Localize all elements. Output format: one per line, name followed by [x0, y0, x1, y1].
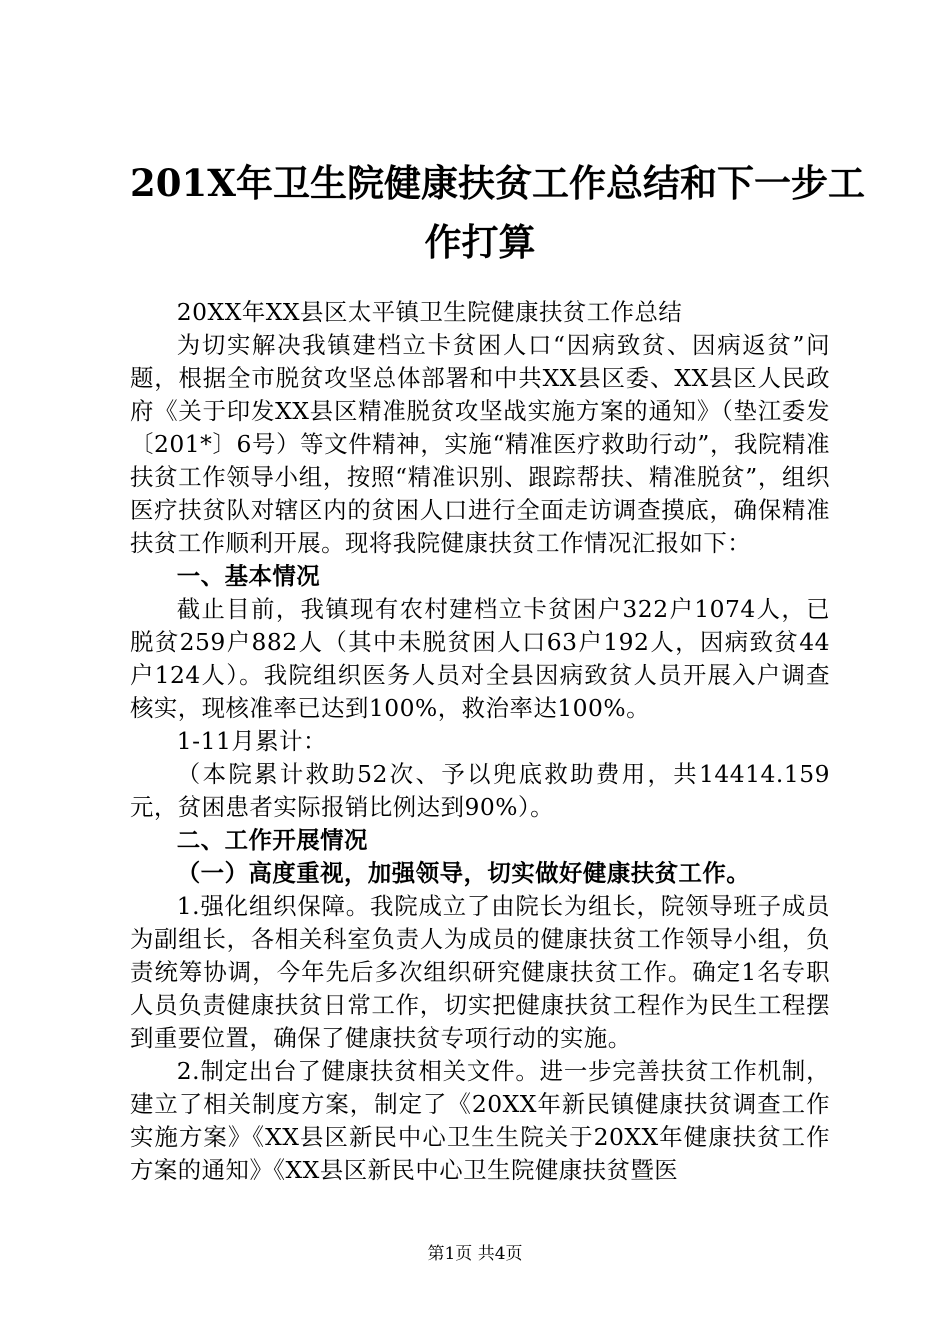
paragraph-assistance: （本院累计救助52次、予以兜底救助费用，共14414.159元，贫困患者实际报销比例达到90%）。 — [130, 760, 830, 821]
document-subtitle: 20XX年XX县区太平镇卫生院健康扶贫工作总结 — [176, 298, 683, 326]
paragraph-basic-situation: 截止目前，我镇现有农村建档立卡贫困户322户1074人，已脱贫259户882人（其中未脱贫困人口63户192人，因病致贫44户124人）。我院组织医务人员对全县因病致贫人员开展入户调查核实，现核准率已达到100%，救治率达100%。 — [130, 595, 830, 722]
section-heading-work: 二、工作开展情况 — [176, 826, 368, 854]
subsection-heading-1: （一）高度重视，加强领导，切实做好健康扶贫工作。 — [176, 859, 751, 887]
paragraph-cumulative: 1-11月累计： — [176, 727, 327, 755]
paragraph-intro: 为切实解决我镇建档立卡贫困人口“因病致贫、因病返贫”问题，根据全市脱贫攻坚总体部署和中共XX县区委、XX县区人民政府《关于印发XX县区精准脱贫攻坚战实施方案的通知》（垫江委发〔201*〕6号）等文件精神，实施“精准医疗救助行动”，我院精准扶贫工作领导小组，按照“精准识别、跟踪帮扶、精准脱贫”，组织医疗扶贫队对辖区内的贫困人口进行全面走访调查摸底，确保精准扶贫工作顺利开展。现将我院健康扶贫工作情况汇报如下： — [130, 331, 830, 557]
document-title-line-2: 作打算 — [424, 220, 536, 264]
section-heading-basic: 一、基本情况 — [176, 562, 321, 590]
document-body — [130, 296, 830, 1187]
document-title-line-1: 201X年卫生院健康扶贫工作总结和下一步工 — [130, 161, 865, 205]
page-footer: 第1页 共4页 — [427, 1244, 523, 1264]
paragraph-organization: 1.强化组织保障。我院成立了由院长为组长，院领导班子成员为副组长，各相关科室负责人为成员的健康扶贫工作领导小组，负责统筹协调，今年先后多次组织研究健康扶贫工作。确定1名专职人员负责健康扶贫日常工作，切实把健康扶贫工程作为民生工程摆到重要位置，确保了健康扶贫专项行动的实施。 — [130, 892, 830, 1052]
paragraph-documents: 2.制定出台了健康扶贫相关文件。进一步完善扶贫工作机制，建立了相关制度方案，制定了《20XX年新民镇健康扶贫调查工作实施方案》《XX县区新民中心卫生生院关于20XX年健康扶贫工作方案的通知》《XX县区新民中心卫生院健康扶贫暨医 — [130, 1057, 830, 1184]
